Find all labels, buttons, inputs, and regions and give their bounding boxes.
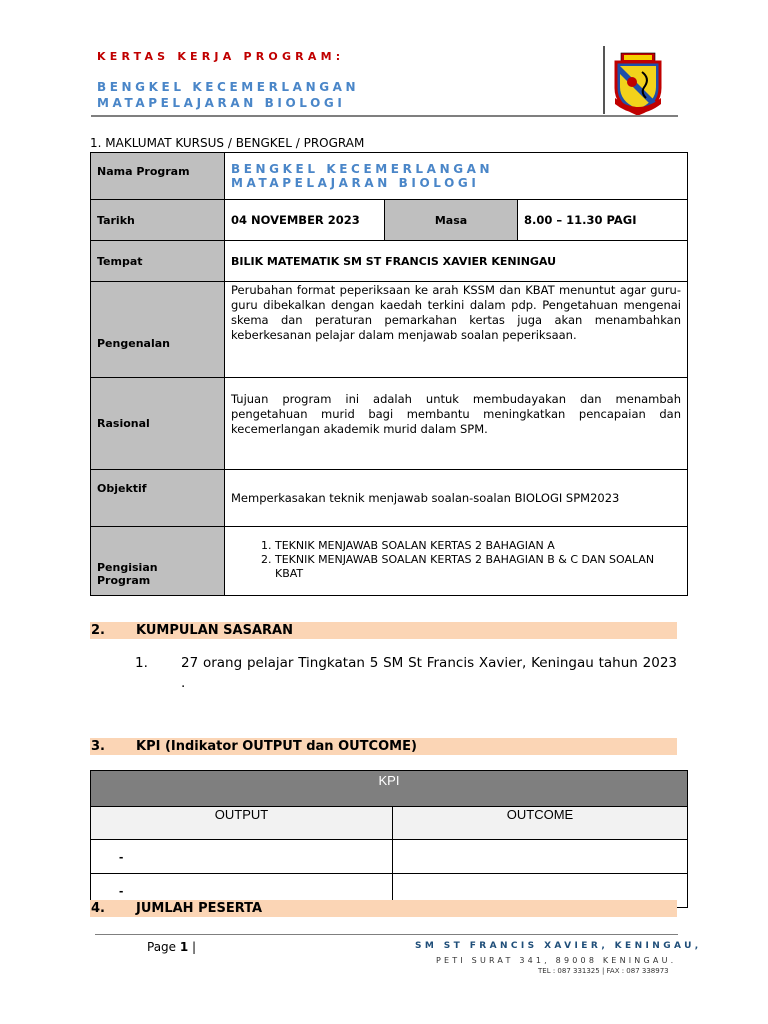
page-indicator [147,940,196,954]
footer-divider [95,934,678,935]
kpi-output-cell: - [91,874,393,908]
table-row [91,200,688,241]
pengisian-program-value [225,527,688,596]
tarikh-label: Tarikh [91,200,225,241]
section-3-title: KPI (Indikator OUTPUT dan OUTCOME) [136,739,417,754]
tarikh-value: 04 NOVEMBER 2023 [225,200,385,241]
page-separator: | [188,940,197,954]
document-title-line-2: MATAPELAJARAN BIOLOGI [97,96,346,110]
footer-contact: TEL : 087 331325 | FAX : 087 338973 [538,967,669,975]
header-divider-horizontal [91,115,678,117]
school-crest-icon [612,52,664,116]
section-3-number: 3. [91,739,105,754]
table-row [91,807,688,840]
kumpulan-sasaran-item-text: 27 orang pelajar Tingkatan 5 SM St Francis Xavier, Keningau tahun 2023 . [181,655,677,691]
table-row [91,771,688,807]
list-item: 1. TEKNIK MENJAWAB SOALAN KERTAS 2 BAHAGIAN A [275,539,681,553]
pengenalan-label: Pengenalan [91,282,225,378]
kpi-table [90,770,688,908]
table-row [91,241,688,282]
tempat-label: Tempat [91,241,225,282]
table-row [91,840,688,874]
table-row [91,153,688,200]
pengenalan-value: Perubahan format peperiksaan ke arah KSSM dan KBAT menuntut agar guru-guru dibekalkan dengan kaedah terkini dalam pdp. Pengetahuan mengenai skema dan peraturan pemarkahan kertas juga akan menambahkan keberkesanan pelajar dalam menjawab soalan peperiksaan. [225,282,688,378]
objektif-label: Objektif [91,470,225,527]
pengisian-list [231,539,681,581]
kpi-output-column-header: OUTPUT [91,807,393,840]
section-4-number: 4. [91,901,105,916]
kpi-table-header: KPI [91,771,688,807]
section-2-number: 2. [91,623,105,638]
nama-program-value [225,153,688,200]
table-row [91,282,688,378]
tempat-value: BILIK MATEMATIK SM ST FRANCIS XAVIER KENINGAU [225,241,688,282]
page-label: Page [147,940,180,954]
section-4-title: JUMLAH PESERTA [136,901,263,916]
section-2-heading [90,622,677,639]
nama-program-label: Nama Program [91,153,225,200]
pengisian-label-line-1: Pengisian [97,561,158,574]
document-title [97,79,359,111]
pengisian-label-line-2: Program [97,574,151,587]
objektif-value: Memperkasakan teknik menjawab soalan-soalan BIOLOGI SPM2023 [225,470,688,527]
nama-program-line-2: MATAPELAJARAN BIOLOGI [231,176,480,190]
section-4-heading [90,900,677,917]
table-row [91,527,688,596]
footer-address: PETI SURAT 341, 89008 KENINGAU. [436,956,677,965]
kpi-output-cell: - [91,840,393,874]
masa-value: 8.00 – 11.30 PAGI [518,200,688,241]
rasional-value: Tujuan program ini adalah untuk membudayakan dan menambah pengetahuan murid bagi membantu meningkatkan pencapaian dan kecemerlangan akademik murid dalam SPM. [225,378,688,470]
footer-school-name: SM ST FRANCIS XAVIER, KENINGAU, [415,941,702,951]
document-type-label: KERTAS KERJA PROGRAM: [97,50,345,63]
list-item: 2. TEKNIK MENJAWAB SOALAN KERTAS 2 BAHAGIAN B & C DAN SOALAN KBAT [275,553,681,581]
program-info-table [90,152,688,596]
document-title-line-1: BENGKEL KECEMERLANGAN [97,80,360,94]
section-1-heading: 1. MAKLUMAT KURSUS / BENGKEL / PROGRAM [90,136,365,150]
rasional-label: Rasional [91,378,225,470]
masa-label: Masa [385,200,518,241]
nama-program-line-1: BENGKEL KECEMERLANGAN [231,162,494,176]
page-number: 1 [179,940,189,954]
kumpulan-sasaran-item-number: 1. [135,655,148,671]
section-2-title: KUMPULAN SASARAN [136,623,293,638]
kpi-outcome-cell [393,840,688,874]
kpi-outcome-column-header: OUTCOME [393,807,688,840]
table-row [91,378,688,470]
header-divider-vertical [603,46,605,114]
table-row [91,470,688,527]
pengisian-program-label [91,527,225,596]
section-3-heading [90,738,677,755]
